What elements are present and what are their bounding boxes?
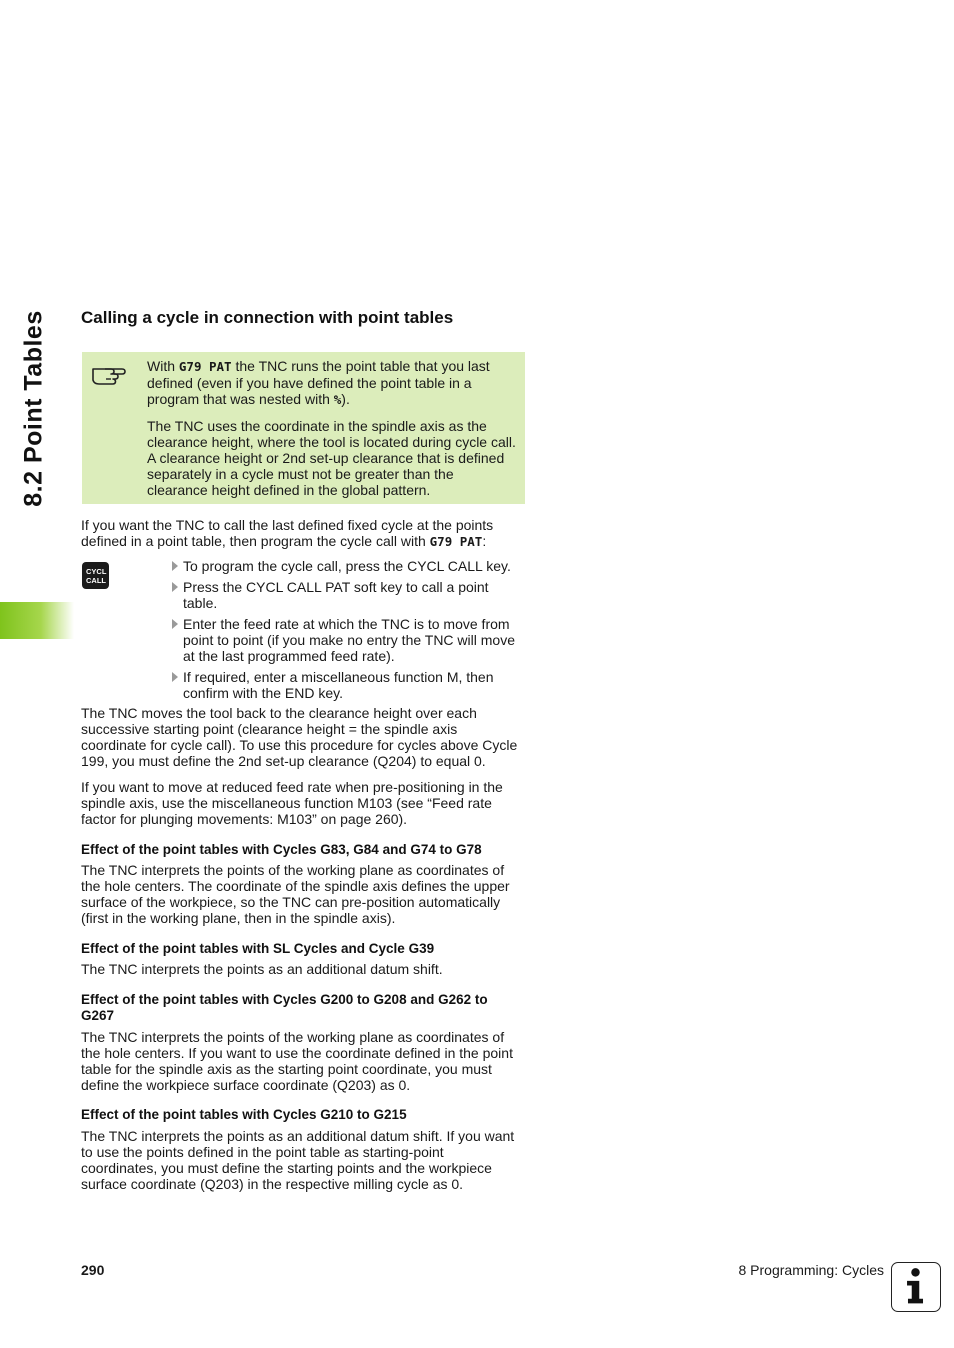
note-text-segment: the TNC runs the point table that you last defined (even if you have defined the point table in a program that was nested with bbox=[147, 358, 490, 407]
subsection-text: The TNC interprets the points of the working plane as coordinates of the hole centers. The coordinate of the spindle axis defines the upper surface of the workpiece, so the TNC can pre-position automatically (first in the working plane, then in the spindle axis). bbox=[81, 862, 510, 926]
step-item bbox=[172, 558, 524, 574]
section-title: Calling a cycle in connection with point tables bbox=[81, 308, 454, 327]
paragraph-text: The TNC moves the tool back to the clearance height over each successive starting point (clearance height = the spindle axis coordinate for cycle call). To use this procedure for cycles above Cycle 199, you must define the 2nd set-up clearance (Q204) to equal 0. bbox=[81, 705, 518, 769]
intro-paragraph bbox=[81, 517, 523, 550]
note-text bbox=[147, 358, 517, 498]
paragraph-text: If you want to move at reduced feed rate when pre-positioning in the spindle axis, use the miscellaneous function M103 (see “Feed rate factor for plunging movements: M103” on page 260). bbox=[81, 779, 503, 827]
code-g79-pat: G79 PAT bbox=[178, 359, 232, 374]
chapter-tab-marker bbox=[0, 602, 74, 639]
page-number: 290 bbox=[81, 1262, 105, 1278]
subsection-g210 bbox=[81, 1107, 523, 1192]
subsection-title: Effect of the point tables with Cycles G210 to G215 bbox=[81, 1107, 407, 1122]
subsection-title: Effect of the point tables with SL Cycles and Cycle G39 bbox=[81, 941, 435, 956]
step-text: Enter the feed rate at which the TNC is to move from point to point (if you make no entry the TNC will move at the last programmed feed rate). bbox=[183, 616, 516, 664]
code-percent: % bbox=[333, 392, 342, 407]
sidebar-chapter-title: 8.2 Point Tables bbox=[19, 309, 48, 507]
step-arrow-icon bbox=[172, 619, 178, 629]
step-arrow-icon bbox=[172, 582, 178, 592]
note-box bbox=[82, 352, 525, 504]
subsection-text: The TNC interprets the points as an additional datum shift. If you want to use the points defined in the point table as starting-point coordinates, you must define the starting points and the workpiece surface coordinate (Q203) in the respective milling cycle as 0. bbox=[81, 1128, 515, 1192]
cycl-call-key-icon bbox=[82, 562, 109, 589]
paragraph-feed-rate bbox=[81, 779, 523, 827]
subsection-text: The TNC interprets the points as an additional datum shift. bbox=[81, 961, 443, 977]
intro-text-end: : bbox=[482, 533, 487, 549]
subsection-sl-cycles bbox=[81, 941, 523, 977]
note-text-segment: ). bbox=[341, 391, 350, 407]
code-g79-pat: G79 PAT bbox=[429, 534, 483, 549]
sidebar-chapter-title-wrap bbox=[14, 310, 54, 506]
note-paragraph-1 bbox=[147, 358, 517, 408]
step-item bbox=[172, 579, 524, 611]
key-label-line1: CYCL bbox=[86, 566, 107, 576]
note-text-segment: With bbox=[147, 358, 179, 374]
step-arrow-icon bbox=[172, 561, 178, 571]
step-text: Press the CYCL CALL PAT soft key to call a point table. bbox=[183, 579, 489, 611]
intro-text: If you want the TNC to call the last defined fixed cycle at the points defined in a point table, then program the cycle call with bbox=[81, 517, 494, 549]
subsection-g83 bbox=[81, 842, 523, 926]
paragraph-clearance bbox=[81, 705, 523, 769]
subsection-title: Effect of the point tables with Cycles G200 to G208 and G262 to G267 bbox=[81, 992, 488, 1023]
step-list bbox=[172, 558, 524, 706]
step-arrow-icon bbox=[172, 672, 178, 682]
info-icon bbox=[891, 1262, 941, 1312]
subsection-g200 bbox=[81, 992, 523, 1093]
footer-chapter: 8 Programming: Cycles bbox=[738, 1262, 884, 1278]
note-paragraph-2: The TNC uses the coordinate in the spindle axis as the clearance height, where the tool is located during cycle call. A clearance height or 2nd set-up clearance that is defined separately in a cycle must not be greater than the clearance height defined in the global pattern. bbox=[147, 418, 516, 498]
step-item bbox=[172, 616, 524, 664]
pointing-hand-icon bbox=[91, 361, 127, 387]
info-glyph-icon bbox=[892, 1263, 939, 1310]
subsection-text: The TNC interprets the points of the working plane as coordinates of the hole centers. If you want to use the coordinate defined in the point table for the spindle axis as the starting point coordinate, you must define the workpiece surface coordinate (Q203) as 0. bbox=[81, 1029, 513, 1093]
step-text: If required, enter a miscellaneous function M, then confirm with the END key. bbox=[183, 669, 494, 701]
step-text: To program the cycle call, press the CYCL CALL key. bbox=[183, 558, 511, 574]
step-item bbox=[172, 669, 524, 701]
subsection-title: Effect of the point tables with Cycles G83, G84 and G74 to G78 bbox=[81, 842, 482, 857]
key-label-line2: CALL bbox=[86, 575, 106, 585]
